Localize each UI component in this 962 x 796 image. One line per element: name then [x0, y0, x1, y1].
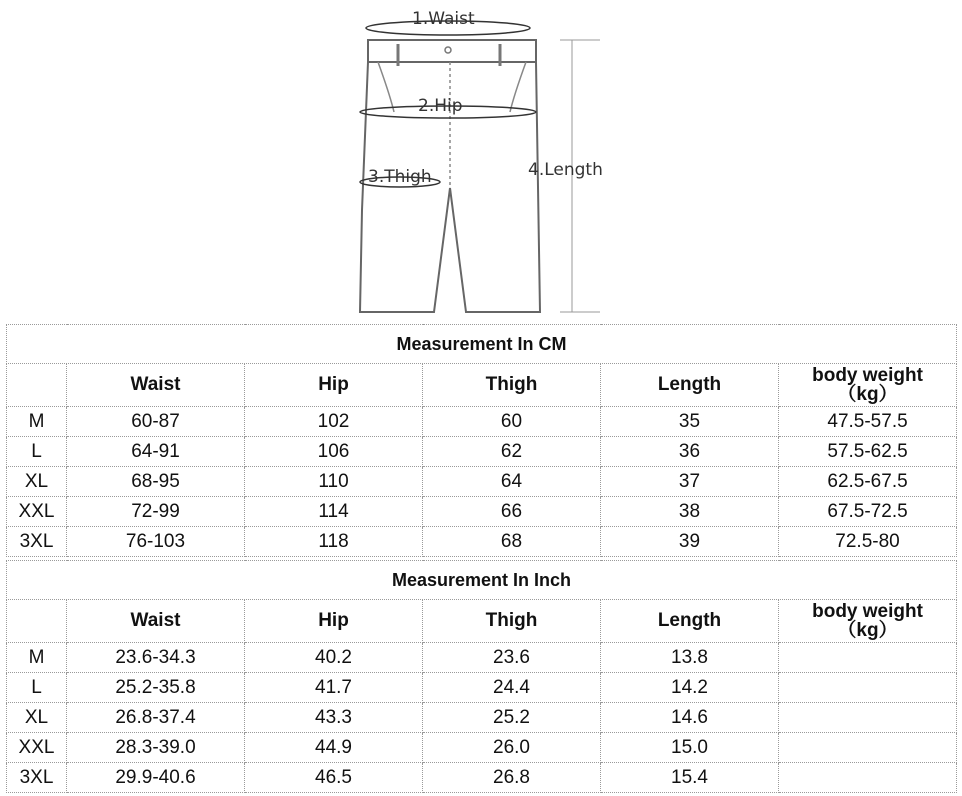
- hip-cell: 118: [245, 527, 423, 557]
- waist-cell: 23.6-34.3: [67, 643, 245, 673]
- waist-cell: 72-99: [67, 497, 245, 527]
- thigh-cell: 25.2: [423, 703, 601, 733]
- waist-cell: 64-91: [67, 437, 245, 467]
- body-weight-cell: [779, 643, 957, 673]
- hip-cell: 102: [245, 407, 423, 437]
- size-table-cm: [6, 324, 957, 557]
- table-row: [7, 527, 957, 557]
- thigh-cell: 26.8: [423, 763, 601, 793]
- size-cell: XL: [7, 467, 67, 497]
- thigh-label: 3.Thigh: [368, 167, 432, 187]
- header-size: [7, 600, 67, 643]
- header-size: [7, 364, 67, 407]
- body-weight-unit: （kg）: [837, 384, 898, 405]
- hip-cell: 110: [245, 467, 423, 497]
- body-weight-cell: 57.5-62.5: [779, 437, 957, 467]
- header-waist: Waist: [67, 600, 245, 643]
- length-cell: 13.8: [601, 643, 779, 673]
- header-length: Length: [601, 364, 779, 407]
- length-cell: 38: [601, 497, 779, 527]
- size-cell: L: [7, 673, 67, 703]
- thigh-cell: 66: [423, 497, 601, 527]
- thigh-cell: 68: [423, 527, 601, 557]
- length-cell: 36: [601, 437, 779, 467]
- header-waist: Waist: [67, 364, 245, 407]
- header-row: [7, 600, 957, 643]
- header-thigh: Thigh: [423, 600, 601, 643]
- body-weight-cell: 47.5-57.5: [779, 407, 957, 437]
- waist-cell: 68-95: [67, 467, 245, 497]
- table-row: [7, 467, 957, 497]
- waist-cell: 26.8-37.4: [67, 703, 245, 733]
- hip-cell: 40.2: [245, 643, 423, 673]
- waist-label: 1.Waist: [412, 9, 475, 29]
- header-row: [7, 364, 957, 407]
- table-row: [7, 437, 957, 467]
- body-weight-cell: [779, 703, 957, 733]
- header-body-weight: [779, 600, 957, 643]
- body-weight-cell: 72.5-80: [779, 527, 957, 557]
- size-cell: 3XL: [7, 763, 67, 793]
- length-cell: 37: [601, 467, 779, 497]
- body-weight-cell: [779, 733, 957, 763]
- hip-cell: 106: [245, 437, 423, 467]
- size-cell: XXL: [7, 733, 67, 763]
- body-weight-label: body weight: [812, 601, 923, 622]
- waist-cell: 60-87: [67, 407, 245, 437]
- length-cell: 14.6: [601, 703, 779, 733]
- table-row: [7, 763, 957, 793]
- thigh-cell: 62: [423, 437, 601, 467]
- size-cell: L: [7, 437, 67, 467]
- table-row: [7, 703, 957, 733]
- table-row: [7, 733, 957, 763]
- header-length: Length: [601, 600, 779, 643]
- body-weight-cell: [779, 673, 957, 703]
- header-body-weight: [779, 364, 957, 407]
- thigh-cell: 64: [423, 467, 601, 497]
- waist-cell: 25.2-35.8: [67, 673, 245, 703]
- size-table-inch: [6, 560, 957, 793]
- hip-cell: 46.5: [245, 763, 423, 793]
- header-thigh: Thigh: [423, 364, 601, 407]
- thigh-cell: 23.6: [423, 643, 601, 673]
- size-cell: M: [7, 643, 67, 673]
- body-weight-label: body weight: [812, 365, 923, 386]
- length-cell: 14.2: [601, 673, 779, 703]
- header-hip: Hip: [245, 364, 423, 407]
- shorts-measurement-diagram: [350, 0, 612, 322]
- waist-cell: 76-103: [67, 527, 245, 557]
- body-weight-cell: 62.5-67.5: [779, 467, 957, 497]
- body-weight-unit: （kg）: [837, 620, 898, 641]
- body-weight-cell: 67.5-72.5: [779, 497, 957, 527]
- hip-cell: 44.9: [245, 733, 423, 763]
- table-row: [7, 497, 957, 527]
- length-cell: 15.4: [601, 763, 779, 793]
- table-row: [7, 643, 957, 673]
- body-weight-cell: [779, 763, 957, 793]
- size-cell: XXL: [7, 497, 67, 527]
- hip-label: 2.Hip: [418, 96, 463, 116]
- length-cell: 39: [601, 527, 779, 557]
- table-row: [7, 673, 957, 703]
- hip-cell: 43.3: [245, 703, 423, 733]
- thigh-cell: 60: [423, 407, 601, 437]
- length-cell: 35: [601, 407, 779, 437]
- header-hip: Hip: [245, 600, 423, 643]
- table-row: [7, 407, 957, 437]
- table-title: Measurement In Inch: [7, 561, 957, 600]
- thigh-cell: 26.0: [423, 733, 601, 763]
- size-cell: M: [7, 407, 67, 437]
- thigh-cell: 24.4: [423, 673, 601, 703]
- waist-cell: 28.3-39.0: [67, 733, 245, 763]
- hip-cell: 41.7: [245, 673, 423, 703]
- table-title: Measurement In CM: [7, 325, 957, 364]
- length-label: 4.Length: [528, 160, 603, 180]
- length-cell: 15.0: [601, 733, 779, 763]
- size-cell: 3XL: [7, 527, 67, 557]
- size-cell: XL: [7, 703, 67, 733]
- waist-cell: 29.9-40.6: [67, 763, 245, 793]
- hip-cell: 114: [245, 497, 423, 527]
